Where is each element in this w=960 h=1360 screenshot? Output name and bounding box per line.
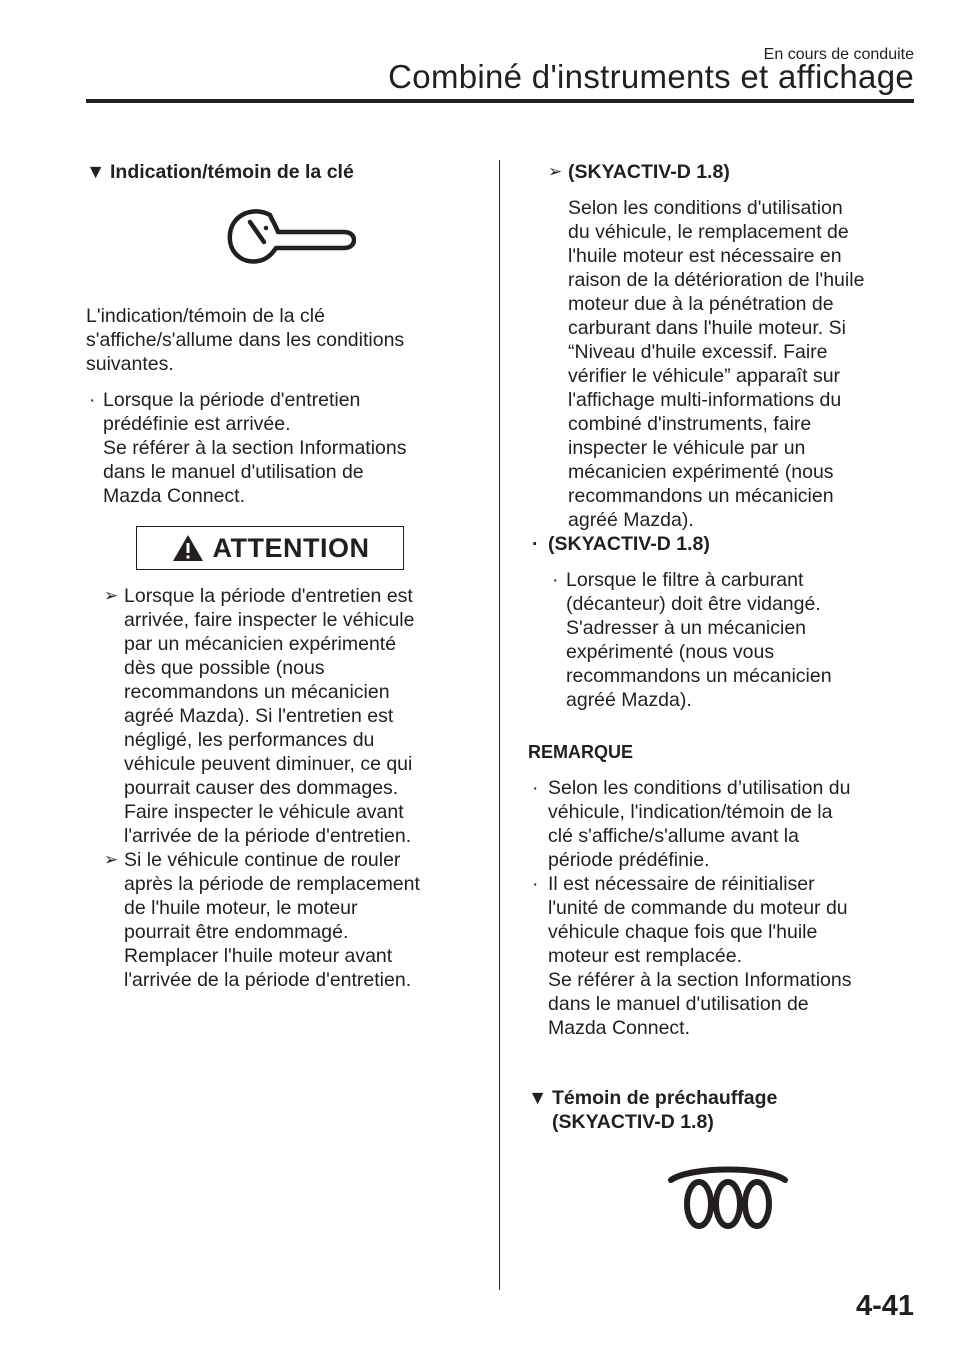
remark-item xyxy=(528,776,918,872)
attention-item xyxy=(104,848,476,992)
text-line: de l'huile moteur, le moteur xyxy=(124,897,358,919)
text-line: L'indication/témoin de la clé xyxy=(86,305,325,327)
text-line: recommandons un mécanicien xyxy=(568,485,834,507)
text-line: inspecter le véhicule par un xyxy=(568,437,806,459)
glow-plug-icon-container xyxy=(528,1164,918,1232)
text-line: Se référer à la section Informations xyxy=(548,969,852,991)
wrench-icon xyxy=(226,206,356,268)
bullet-heading xyxy=(528,532,918,556)
text-line: vérifier le véhicule” apparaît sur xyxy=(568,365,841,387)
text-line: expérimenté (nous vous xyxy=(566,641,775,663)
text-line: dès que possible (nous xyxy=(124,657,325,679)
text-line: Lorsque la période d'entretien xyxy=(103,389,361,411)
text-line: raison de la détérioration de l'huile xyxy=(568,269,865,291)
text-line: négligé, les performances du xyxy=(124,729,375,751)
left-column xyxy=(86,160,476,992)
page-number: 4-41 xyxy=(855,1290,914,1322)
arrow-heading xyxy=(528,160,918,184)
sub-bullet-item xyxy=(528,568,918,712)
warning-triangle-icon xyxy=(171,533,205,563)
text-line: dans le manuel d'utilisation de xyxy=(103,461,364,483)
text-line: Mazda Connect. xyxy=(103,485,245,507)
text-line: Selon les conditions d'utilisation xyxy=(568,197,843,219)
text-line: véhicule peuvent diminuer, ce qui xyxy=(124,753,413,775)
text-line: Il est nécessaire de réinitialiser xyxy=(548,873,815,895)
attention-item xyxy=(104,584,476,848)
text-line: s'affiche/s'allume dans les conditions xyxy=(86,329,405,351)
triangle-marker: ▼ xyxy=(528,1087,548,1109)
glow-plug-icon xyxy=(663,1164,793,1232)
text-line: agréé Mazda). xyxy=(566,689,692,711)
arrow-marker-icon: ➢ xyxy=(548,162,563,181)
text-line: arrivée, faire inspecter le véhicule xyxy=(124,609,415,631)
text-line: suivantes. xyxy=(86,353,174,375)
text-line: l'arrivée de la période d'entretien. xyxy=(124,825,412,847)
text-line: après la période de remplacement xyxy=(124,873,420,895)
column-divider xyxy=(499,160,500,1290)
text-line: pourrait être endommagé. xyxy=(124,921,349,943)
text-line: moteur est remplacée. xyxy=(548,945,743,967)
text-line: mécanicien expérimenté (nous xyxy=(568,461,834,483)
header-section-label: En cours de conduite xyxy=(763,46,914,63)
right-column xyxy=(528,160,918,1232)
section-heading-text: Indication/témoin de la clé xyxy=(110,161,354,183)
arrow-paragraph xyxy=(528,196,918,532)
text-line: Se référer à la section Informations xyxy=(103,437,407,459)
bullet-dot: · xyxy=(532,533,539,555)
attention-label: ATTENTION xyxy=(212,533,370,563)
arrow-heading-text: (SKYACTIV-D 1.8) xyxy=(568,161,730,183)
text-line: clé s'affiche/s'allume avant la xyxy=(548,825,799,847)
text-line: dans le manuel d'utilisation de xyxy=(548,993,809,1015)
bullet-dot: · xyxy=(532,873,539,895)
attention-list xyxy=(86,584,476,992)
text-line: véhicule, l'indication/témoin de la xyxy=(548,801,833,823)
section-heading-text: (SKYACTIV-D 1.8) xyxy=(552,1111,714,1133)
wrench-icon-container xyxy=(86,206,476,268)
text-line: par un mécanicien expérimenté xyxy=(124,633,397,655)
bullet-heading-text: (SKYACTIV-D 1.8) xyxy=(548,533,710,555)
section-heading-key-indicator xyxy=(86,160,476,184)
section-heading-glow-plug xyxy=(528,1086,918,1134)
intro-paragraph xyxy=(86,304,476,376)
text-line: pourrait causer des dommages. xyxy=(124,777,399,799)
text-line: recommandons un mécanicien xyxy=(124,681,390,703)
text-line: véhicule chaque fois que l'huile xyxy=(548,921,818,943)
text-line: Selon les conditions d’utilisation du xyxy=(548,777,851,799)
bullet-item xyxy=(86,388,476,508)
attention-box xyxy=(136,526,404,570)
arrow-marker-icon: ➢ xyxy=(104,850,119,869)
remark-item xyxy=(528,872,918,1040)
text-line: l'affichage multi-informations du xyxy=(568,389,842,411)
triangle-marker: ▼ xyxy=(86,161,106,183)
section-heading-text: Témoin de préchauffage xyxy=(552,1087,778,1109)
text-line: l'unité de commande du moteur du xyxy=(548,897,848,919)
text-line: Lorsque la période d'entretien est xyxy=(124,585,413,607)
bullet-dot: · xyxy=(532,777,539,799)
text-line: agréé Mazda). xyxy=(568,509,694,531)
text-line: agréé Mazda). Si l'entretien est xyxy=(124,705,394,727)
text-line: “Niveau d'huile excessif. Faire xyxy=(568,341,828,363)
header-rule xyxy=(86,99,914,103)
text-line: recommandons un mécanicien xyxy=(566,665,832,687)
text-line: Mazda Connect. xyxy=(548,1017,690,1039)
text-line: Remplacer l'huile moteur avant xyxy=(124,945,393,967)
arrow-marker-icon: ➢ xyxy=(104,586,119,605)
text-line: l'arrivée de la période d'entretien. xyxy=(124,969,412,991)
remark-title: REMARQUE xyxy=(528,742,634,762)
text-line: S'adresser à un mécanicien xyxy=(566,617,807,639)
text-line: du véhicule, le remplacement de xyxy=(568,221,849,243)
text-line: combiné d'instruments, faire xyxy=(568,413,812,435)
header-title: Combiné d'instruments et affichage xyxy=(388,58,914,95)
bullet-dot: · xyxy=(89,389,96,411)
text-line: l'huile moteur est nécessaire en xyxy=(568,245,842,267)
text-line: moteur due à la pénétration de xyxy=(568,293,834,315)
text-line: prédéfinie est arrivée. xyxy=(103,413,291,435)
bullet-dot: · xyxy=(552,569,559,591)
text-line: période prédéfinie. xyxy=(548,849,710,871)
text-line: Faire inspecter le véhicule avant xyxy=(124,801,404,823)
text-line: (décanteur) doit être vidangé. xyxy=(566,593,821,615)
text-line: carburant dans l'huile moteur. Si xyxy=(568,317,846,339)
text-line: Si le véhicule continue de rouler xyxy=(124,849,401,871)
text-line: Lorsque le filtre à carburant xyxy=(566,569,804,591)
remark-list xyxy=(528,776,918,1040)
